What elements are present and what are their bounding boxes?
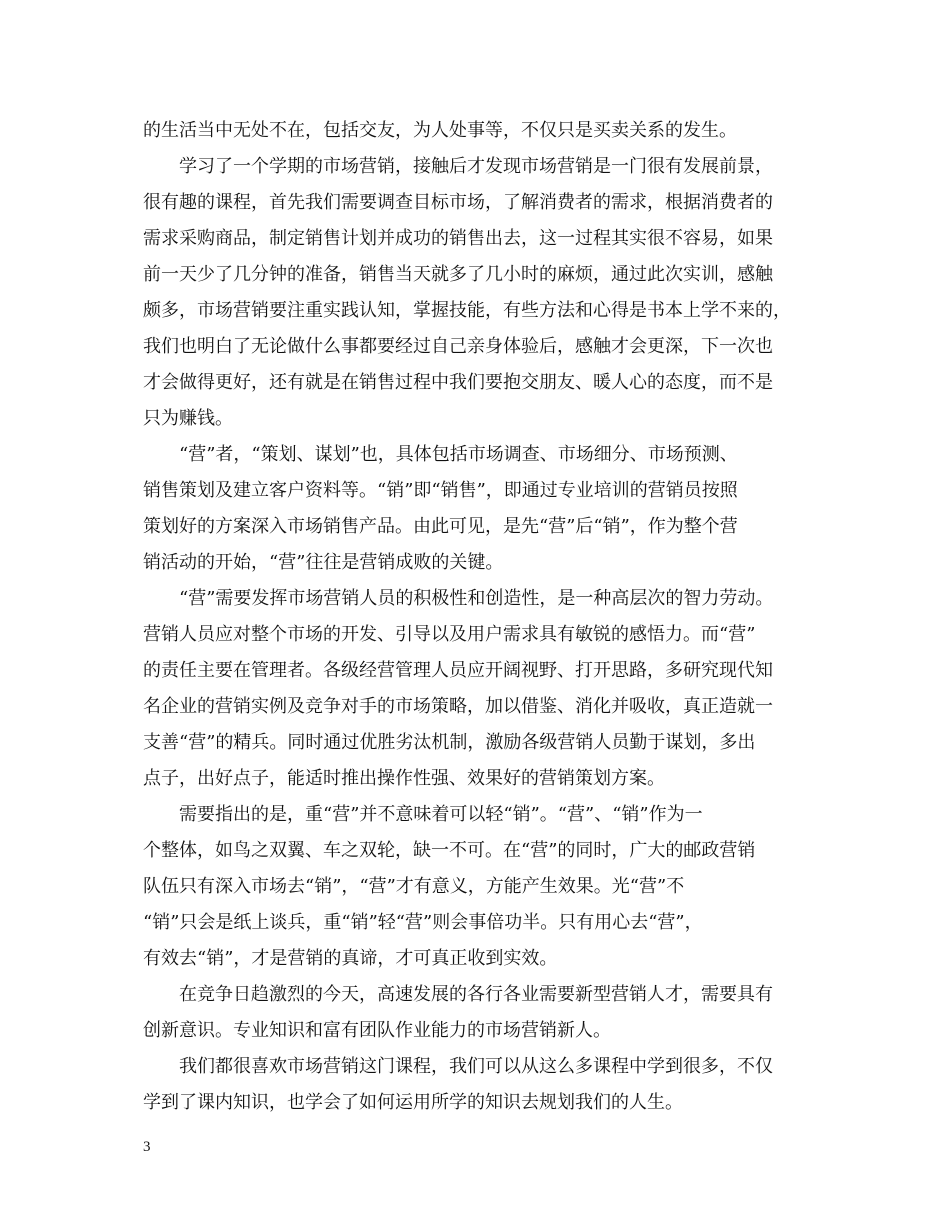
text-line: 在竞争日趋激烈的今天，高速发展的各行各业需要新型营销人才，需要具有 [143,984,773,1005]
text-line: 前一天少了几分钟的准备，销售当天就多了几小时的麻烦，通过此次实训，感触 [143,264,773,285]
text-line: 有效去“销”，才是营销的真谛，才可真正收到实效。 [143,948,558,969]
text-line: 销售策划及建立客户资料等。“销”即“销售”，即通过专业培训的营销员按照 [143,480,738,501]
text-line: 队伍只有深入市场去“销”，“营”才有意义，方能产生效果。光“营”不 [143,876,685,897]
text-line: 营销人员应对整个市场的开发、引导以及用户需求具有敏锐的感悟力。而“营” [143,624,756,645]
text-line: 个整体，如鸟之双翼、车之双轮，缺一不可。在“营”的同时，广大的邮政营销 [143,840,756,861]
page-number: 3 [143,1139,151,1155]
text-line: 学习了一个学期的市场营销，接触后才发现市场营销是一门很有发展前景， [143,156,773,177]
text-line: “营”者，“策划、谋划”也，具体包括市场调查、市场细分、市场预测、 [143,444,738,465]
text-line: 颇多，市场营销要注重实践认知，掌握技能，有些方法和心得是书本上学不来的， [143,300,791,321]
text-line: 名企业的营销实例及竞争对手的市场策略，加以借鉴、消化并吸收，真正造就一 [143,696,773,717]
text-line: 需要指出的是，重“营”并不意味着可以轻“销”。“营”、“销”作为一 [143,804,703,825]
text-line: 销活动的开始，“营”往往是营销成败的关键。 [143,552,504,573]
text-line: 点子，出好点子，能适时推出操作性强、效果好的营销策划方案。 [143,768,665,789]
text-line: 创新意识。专业知识和富有团队作业能力的市场营销新人。 [143,1020,611,1041]
text-line: 我们都很喜欢市场营销这门课程，我们可以从这么多课程中学到很多，不仅 [143,1056,773,1077]
text-line: 支善“营”的精兵。同时通过优胜劣汰机制，激励各级营销人员勤于谋划，多出 [143,732,756,753]
text-line: 学到了课内知识，也学会了如何运用所学的知识去规划我们的人生。 [143,1092,683,1113]
text-line: 我们也明白了无论做什么事都要经过自己亲身体验后，感触才会更深，下一次也 [143,336,773,357]
text-line: 的责任主要在管理者。各级经营管理人员应开阔视野、打开思路，多研究现代知 [143,660,773,681]
text-line: “营”需要发挥市场营销人员的积极性和创造性，是一种高层次的智力劳动。 [143,588,774,609]
text-line: 需求采购商品，制定销售计划并成功的销售出去，这一过程其实很不容易，如果 [143,228,773,249]
text-line: 的生活当中无处不在，包括交友，为人处事等，不仅只是买卖关系的发生。 [143,120,737,141]
text-line: 只为赚钱。 [143,408,233,429]
text-line: 很有趣的课程，首先我们需要调查目标市场，了解消费者的需求，根据消费者的 [143,192,773,213]
text-line: 才会做得更好，还有就是在销售过程中我们要抱交朋友、暖人心的态度，而不是 [143,372,773,393]
text-line: 策划好的方案深入市场销售产品。由此可见，是先“营”后“销”，作为整个营 [143,516,738,537]
text-line: “销”只会是纸上谈兵，重“销”轻“营”则会事倍功半。只有用心去“营”， [143,912,703,933]
